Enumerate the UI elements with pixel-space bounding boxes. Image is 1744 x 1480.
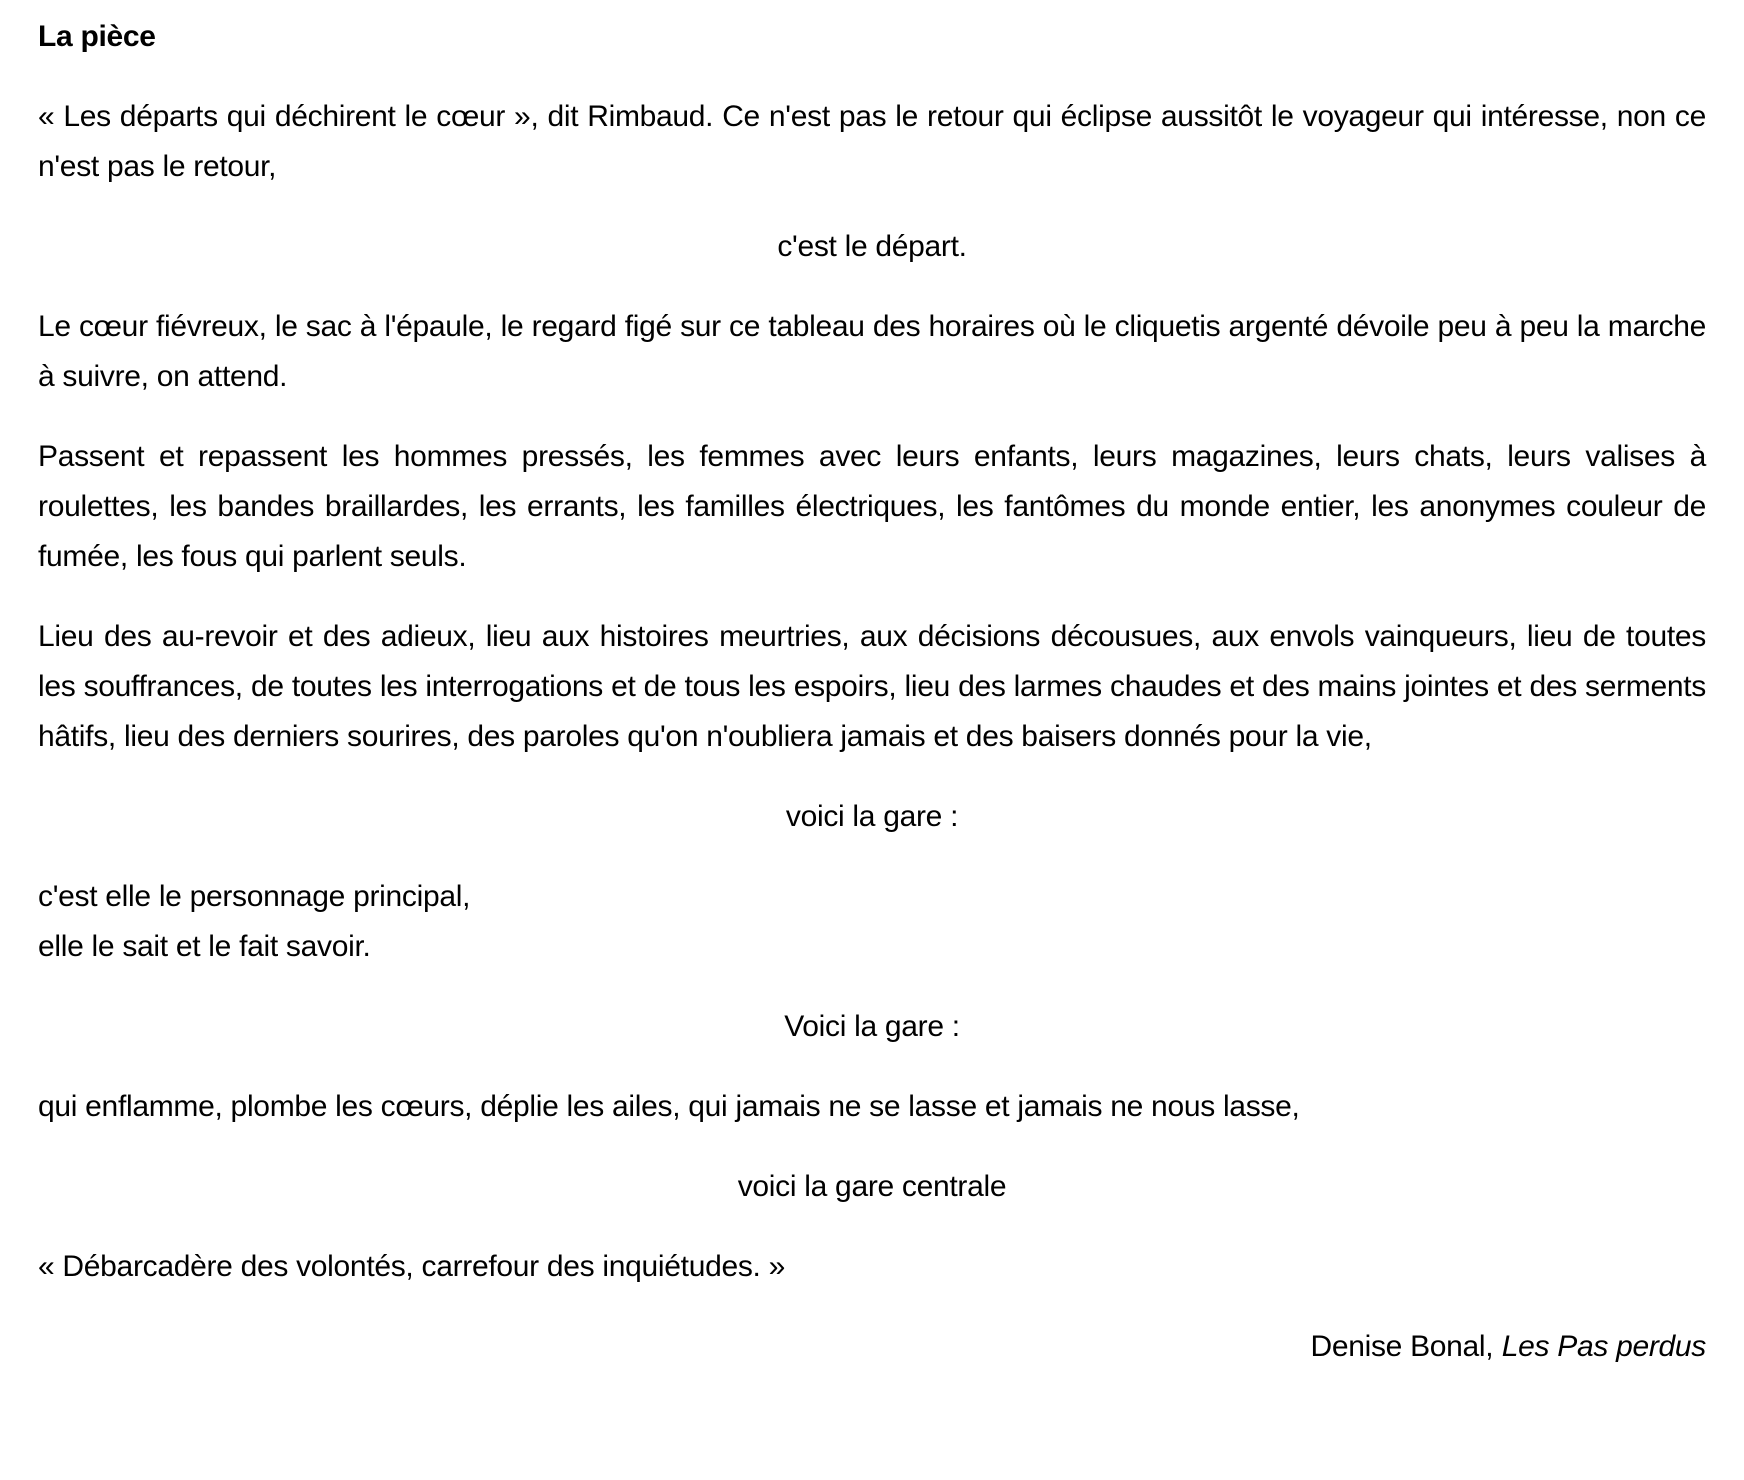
paragraph-rimbaud-quote: « Les départs qui déchirent le cœur », dit Rimbaud. Ce n'est pas le retour qui éclipse aussitôt le voyageur qui intéresse, non ce n'est pas le retour,: [38, 100, 1706, 183]
document-title: La pièce: [38, 20, 156, 53]
centered-line-voici-la-gare-1: voici la gare :: [785, 800, 959, 833]
stanza-personnage-principal: [38, 872, 1706, 972]
attribution-author: Denise Bonal,: [1310, 1330, 1494, 1363]
paragraph-debarcadere-quote: « Débarcadère des volontés, carrefour des inquiétudes. »: [38, 1250, 785, 1283]
stanza-line-1: c'est elle le personnage principal,: [38, 880, 471, 913]
centered-line-voici-la-gare-2: Voici la gare :: [784, 1010, 960, 1043]
centered-line-cest-le-depart: c'est le départ.: [777, 230, 967, 263]
paragraph-qui-enflamme: qui enflamme, plombe les cœurs, déplie les ailes, qui jamais ne se lasse et jamais ne nous lasse,: [38, 1090, 1300, 1123]
attribution-work-title: Les Pas perdus: [1501, 1330, 1706, 1363]
centered-line-voici-la-gare-centrale: voici la gare centrale: [737, 1170, 1007, 1203]
paragraph-lieu-des-au-revoir: Lieu des au-revoir et des adieux, lieu aux histoires meurtries, aux décisions décousues, aux envols vainqueurs, lieu de toutes les souffrances, de toutes les interrogations et de tous les espoirs, lieu des larmes chaudes et des mains jointes et des serments hâtifs, lieu des derniers sourires, des paroles qu'on n'oubliera jamais et des baisers donnés pour la vie,: [38, 620, 1706, 753]
stanza-line-2: elle le sait et le fait savoir.: [38, 930, 371, 963]
paragraph-le-coeur-fievreux: Le cœur fiévreux, le sac à l'épaule, le regard figé sur ce tableau des horaires où le cliquetis argenté dévoile peu à peu la marche à suivre, on attend.: [38, 310, 1706, 393]
paragraph-passent-et-repassent: Passent et repassent les hommes pressés, les femmes avec leurs enfants, leurs magazines, leurs chats, leurs valises à roulettes, les bandes braillardes, les errants, les familles électriques, les fantômes du monde entier, les anonymes couleur de fumée, les fous qui parlent seuls.: [38, 440, 1706, 573]
attribution-line: [38, 1322, 1706, 1372]
